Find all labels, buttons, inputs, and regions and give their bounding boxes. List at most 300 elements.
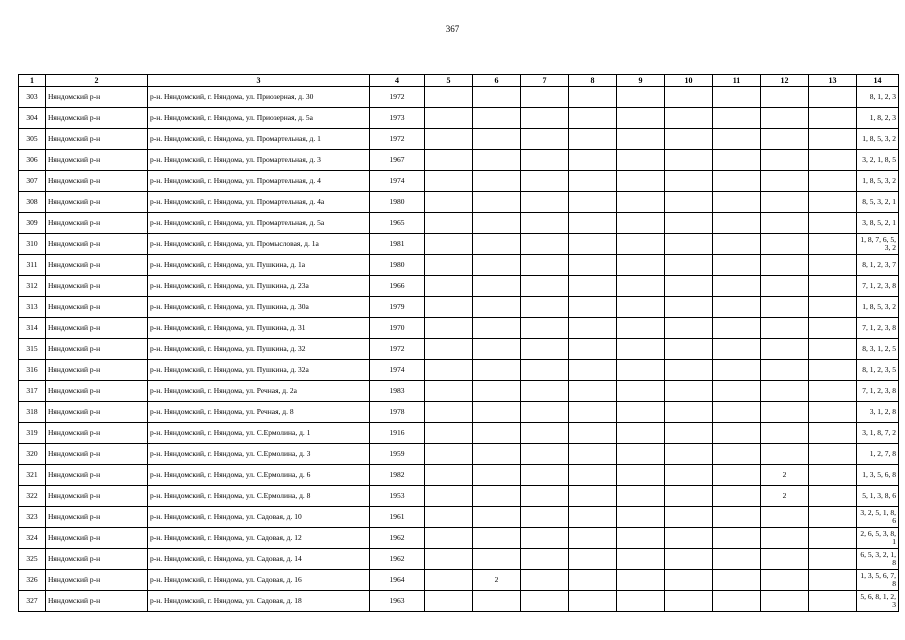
district-cell: Няндомский р-н	[46, 549, 148, 570]
empty-cell	[809, 360, 857, 381]
table-row	[19, 255, 899, 276]
col6-cell	[473, 150, 521, 171]
empty-cell	[617, 255, 665, 276]
year-cell: 1959	[370, 444, 425, 465]
codes-cell: 3, 1, 8, 7, 2	[857, 423, 899, 444]
empty-cell	[521, 297, 569, 318]
empty-cell	[569, 423, 617, 444]
empty-cell	[809, 129, 857, 150]
col6-cell	[473, 591, 521, 612]
district-cell: Няндомский р-н	[46, 570, 148, 591]
empty-cell	[521, 507, 569, 528]
row-number-cell: 306	[19, 150, 46, 171]
empty-cell	[425, 171, 473, 192]
empty-cell	[665, 318, 713, 339]
empty-cell	[665, 150, 713, 171]
district-cell: Няндомский р-н	[46, 444, 148, 465]
empty-cell	[425, 507, 473, 528]
district-cell: Няндомский р-н	[46, 465, 148, 486]
empty-cell	[521, 213, 569, 234]
codes-cell: 1, 2, 7, 8	[857, 444, 899, 465]
empty-cell	[617, 108, 665, 129]
address-cell: р-н. Няндомский, г. Няндома, ул. С.Ермолина, д. 8	[148, 486, 370, 507]
year-cell: 1967	[370, 150, 425, 171]
empty-cell	[617, 381, 665, 402]
table-row	[19, 402, 899, 423]
page-number: 367	[445, 24, 460, 34]
empty-cell	[713, 150, 761, 171]
empty-cell	[809, 276, 857, 297]
col12-cell	[761, 507, 809, 528]
district-cell: Няндомский р-н	[46, 213, 148, 234]
empty-cell	[713, 486, 761, 507]
empty-cell	[713, 297, 761, 318]
year-cell: 1962	[370, 549, 425, 570]
row-number-cell: 318	[19, 402, 46, 423]
empty-cell	[713, 171, 761, 192]
col6-cell	[473, 108, 521, 129]
empty-cell	[713, 591, 761, 612]
empty-cell	[713, 255, 761, 276]
empty-cell	[425, 381, 473, 402]
row-number-cell: 320	[19, 444, 46, 465]
table-row	[19, 360, 899, 381]
table-row	[19, 276, 899, 297]
column-header: 6	[473, 75, 521, 87]
empty-cell	[521, 423, 569, 444]
empty-cell	[713, 276, 761, 297]
empty-cell	[617, 465, 665, 486]
empty-cell	[665, 402, 713, 423]
empty-cell	[569, 591, 617, 612]
codes-cell: 6, 5, 3, 2, 1, 8	[857, 549, 899, 570]
district-cell: Няндомский р-н	[46, 360, 148, 381]
year-cell: 1979	[370, 297, 425, 318]
year-cell: 1962	[370, 528, 425, 549]
row-number-cell: 312	[19, 276, 46, 297]
year-cell: 1973	[370, 108, 425, 129]
empty-cell	[569, 150, 617, 171]
col6-cell	[473, 255, 521, 276]
empty-cell	[521, 150, 569, 171]
row-number-cell: 319	[19, 423, 46, 444]
address-cell: р-н. Няндомский, г. Няндома, ул. С.Ермолина, д. 3	[148, 444, 370, 465]
empty-cell	[617, 192, 665, 213]
empty-cell	[809, 423, 857, 444]
empty-cell	[425, 318, 473, 339]
year-cell: 1972	[370, 129, 425, 150]
empty-cell	[665, 591, 713, 612]
district-cell: Няндомский р-н	[46, 381, 148, 402]
empty-cell	[569, 528, 617, 549]
empty-cell	[665, 297, 713, 318]
codes-cell: 8, 3, 1, 2, 5	[857, 339, 899, 360]
col12-cell	[761, 297, 809, 318]
col12-cell: 2	[761, 486, 809, 507]
col12-cell	[761, 360, 809, 381]
col12-cell	[761, 255, 809, 276]
empty-cell	[713, 234, 761, 255]
empty-cell	[425, 255, 473, 276]
col6-cell	[473, 486, 521, 507]
district-cell: Няндомский р-н	[46, 255, 148, 276]
empty-cell	[617, 360, 665, 381]
year-cell: 1965	[370, 213, 425, 234]
column-header: 5	[425, 75, 473, 87]
table-row	[19, 339, 899, 360]
district-cell: Няндомский р-н	[46, 318, 148, 339]
column-header: 12	[761, 75, 809, 87]
address-cell: р-н. Няндомский, г. Няндома, ул. Речная, д. 8	[148, 402, 370, 423]
empty-cell	[521, 339, 569, 360]
empty-cell	[809, 402, 857, 423]
codes-cell: 7, 1, 2, 3, 8	[857, 381, 899, 402]
row-number-cell: 321	[19, 465, 46, 486]
year-cell: 1970	[370, 318, 425, 339]
empty-cell	[809, 192, 857, 213]
empty-cell	[665, 276, 713, 297]
empty-cell	[569, 276, 617, 297]
empty-cell	[665, 507, 713, 528]
col6-cell	[473, 402, 521, 423]
empty-cell	[569, 108, 617, 129]
empty-cell	[665, 465, 713, 486]
codes-cell: 5, 6, 8, 1, 2, 3	[857, 591, 899, 612]
empty-cell	[665, 486, 713, 507]
empty-cell	[617, 507, 665, 528]
column-header: 4	[370, 75, 425, 87]
codes-cell: 3, 2, 1, 8, 5	[857, 150, 899, 171]
empty-cell	[665, 213, 713, 234]
row-number-cell: 303	[19, 87, 46, 108]
year-cell: 1961	[370, 507, 425, 528]
empty-cell	[617, 318, 665, 339]
table-row	[19, 528, 899, 549]
codes-cell: 3, 1, 2, 8	[857, 402, 899, 423]
district-cell: Няндомский р-н	[46, 276, 148, 297]
empty-cell	[665, 108, 713, 129]
year-cell: 1953	[370, 486, 425, 507]
empty-cell	[569, 87, 617, 108]
address-cell: р-н. Няндомский, г. Няндома, ул. Речная, д. 2а	[148, 381, 370, 402]
row-number-cell: 304	[19, 108, 46, 129]
col12-cell	[761, 87, 809, 108]
col12-cell	[761, 213, 809, 234]
empty-cell	[665, 381, 713, 402]
empty-cell	[569, 339, 617, 360]
empty-cell	[809, 591, 857, 612]
column-header: 8	[569, 75, 617, 87]
empty-cell	[521, 591, 569, 612]
empty-cell	[521, 549, 569, 570]
address-cell: р-н. Няндомский, г. Няндома, ул. Пушкина, д. 23а	[148, 276, 370, 297]
year-cell: 1974	[370, 171, 425, 192]
empty-cell	[521, 486, 569, 507]
empty-cell	[617, 402, 665, 423]
row-number-cell: 307	[19, 171, 46, 192]
col12-cell	[761, 192, 809, 213]
year-cell: 1963	[370, 591, 425, 612]
table-row	[19, 486, 899, 507]
row-number-cell: 322	[19, 486, 46, 507]
col6-cell	[473, 213, 521, 234]
table-row	[19, 171, 899, 192]
empty-cell	[617, 129, 665, 150]
empty-cell	[665, 423, 713, 444]
column-header: 13	[809, 75, 857, 87]
empty-cell	[809, 108, 857, 129]
year-cell: 1980	[370, 192, 425, 213]
address-cell: р-н. Няндомский, г. Няндома, ул. Садовая, д. 16	[148, 570, 370, 591]
col6-cell	[473, 87, 521, 108]
empty-cell	[617, 570, 665, 591]
address-cell: р-н. Няндомский, г. Няндома, ул. Пушкина, д. 32	[148, 339, 370, 360]
codes-cell: 8, 1, 2, 3	[857, 87, 899, 108]
empty-cell	[809, 339, 857, 360]
table-row	[19, 129, 899, 150]
empty-cell	[809, 234, 857, 255]
empty-cell	[713, 402, 761, 423]
empty-cell	[713, 570, 761, 591]
address-cell: р-н. Няндомский, г. Няндома, ул. Промысловая, д. 1а	[148, 234, 370, 255]
col6-cell: 2	[473, 570, 521, 591]
table-row	[19, 192, 899, 213]
district-cell: Няндомский р-н	[46, 486, 148, 507]
empty-cell	[665, 129, 713, 150]
empty-cell	[569, 465, 617, 486]
year-cell: 1974	[370, 360, 425, 381]
header-row	[19, 75, 899, 87]
row-number-cell: 311	[19, 255, 46, 276]
empty-cell	[569, 381, 617, 402]
col12-cell	[761, 108, 809, 129]
empty-cell	[665, 549, 713, 570]
codes-cell: 7, 1, 2, 3, 8	[857, 318, 899, 339]
col6-cell	[473, 339, 521, 360]
empty-cell	[425, 423, 473, 444]
codes-cell: 8, 5, 3, 2, 1	[857, 192, 899, 213]
empty-cell	[521, 276, 569, 297]
empty-cell	[425, 360, 473, 381]
empty-cell	[521, 87, 569, 108]
empty-cell	[425, 213, 473, 234]
empty-cell	[665, 171, 713, 192]
row-number-cell: 326	[19, 570, 46, 591]
empty-cell	[569, 171, 617, 192]
codes-cell: 1, 8, 5, 3, 2	[857, 129, 899, 150]
empty-cell	[521, 171, 569, 192]
address-cell: р-н. Няндомский, г. Няндома, ул. С.Ермолина, д. 6	[148, 465, 370, 486]
table-row	[19, 381, 899, 402]
address-cell: р-н. Няндомский, г. Няндома, ул. Промартельная, д. 3	[148, 150, 370, 171]
row-number-cell: 325	[19, 549, 46, 570]
district-cell: Няндомский р-н	[46, 129, 148, 150]
year-cell: 1978	[370, 402, 425, 423]
table-row	[19, 213, 899, 234]
year-cell: 1972	[370, 339, 425, 360]
empty-cell	[617, 150, 665, 171]
empty-cell	[425, 402, 473, 423]
empty-cell	[713, 423, 761, 444]
empty-cell	[569, 486, 617, 507]
data-table	[18, 74, 899, 612]
address-cell: р-н. Няндомский, г. Няндома, ул. Промартельная, д. 1	[148, 129, 370, 150]
empty-cell	[521, 528, 569, 549]
codes-cell: 8, 1, 2, 3, 5	[857, 360, 899, 381]
table-row	[19, 87, 899, 108]
col6-cell	[473, 129, 521, 150]
empty-cell	[713, 129, 761, 150]
district-cell: Няндомский р-н	[46, 528, 148, 549]
col12-cell	[761, 549, 809, 570]
empty-cell	[425, 570, 473, 591]
address-cell: р-н. Няндомский, г. Няндома, ул. Пушкина, д. 30а	[148, 297, 370, 318]
empty-cell	[713, 108, 761, 129]
address-cell: р-н. Няндомский, г. Няндома, ул. Промартельная, д. 5а	[148, 213, 370, 234]
codes-cell: 1, 8, 7, 6, 5, 3, 2	[857, 234, 899, 255]
codes-cell: 5, 1, 3, 8, 6	[857, 486, 899, 507]
table-row	[19, 234, 899, 255]
empty-cell	[425, 87, 473, 108]
empty-cell	[617, 297, 665, 318]
empty-cell	[425, 591, 473, 612]
empty-cell	[809, 297, 857, 318]
empty-cell	[425, 528, 473, 549]
empty-cell	[617, 528, 665, 549]
col12-cell	[761, 423, 809, 444]
district-cell: Няндомский р-н	[46, 339, 148, 360]
empty-cell	[617, 234, 665, 255]
table-row	[19, 507, 899, 528]
col6-cell	[473, 444, 521, 465]
column-header: 2	[46, 75, 148, 87]
codes-cell: 3, 8, 5, 2, 1	[857, 213, 899, 234]
empty-cell	[569, 297, 617, 318]
empty-cell	[425, 234, 473, 255]
address-cell: р-н. Няндомский, г. Няндома, ул. Пушкина, д. 32а	[148, 360, 370, 381]
district-cell: Няндомский р-н	[46, 87, 148, 108]
empty-cell	[809, 486, 857, 507]
empty-cell	[569, 234, 617, 255]
empty-cell	[617, 591, 665, 612]
empty-cell	[425, 108, 473, 129]
col12-cell	[761, 570, 809, 591]
empty-cell	[425, 549, 473, 570]
empty-cell	[425, 276, 473, 297]
year-cell: 1983	[370, 381, 425, 402]
empty-cell	[665, 570, 713, 591]
row-number-cell: 314	[19, 318, 46, 339]
address-cell: р-н. Няндомский, г. Няндома, ул. Приозерная, д. 30	[148, 87, 370, 108]
empty-cell	[713, 213, 761, 234]
empty-cell	[713, 318, 761, 339]
col12-cell	[761, 150, 809, 171]
row-number-cell: 323	[19, 507, 46, 528]
address-cell: р-н. Няндомский, г. Няндома, ул. Садовая, д. 18	[148, 591, 370, 612]
district-cell: Няндомский р-н	[46, 171, 148, 192]
empty-cell	[425, 129, 473, 150]
empty-cell	[569, 570, 617, 591]
codes-cell: 3, 2, 5, 1, 8, 6	[857, 507, 899, 528]
empty-cell	[425, 150, 473, 171]
year-cell: 1982	[370, 465, 425, 486]
empty-cell	[617, 276, 665, 297]
row-number-cell: 313	[19, 297, 46, 318]
empty-cell	[809, 213, 857, 234]
col6-cell	[473, 507, 521, 528]
empty-cell	[713, 549, 761, 570]
table-body	[19, 87, 899, 612]
address-cell: р-н. Няндомский, г. Няндома, ул. Пушкина, д. 31	[148, 318, 370, 339]
empty-cell	[425, 444, 473, 465]
col12-cell	[761, 171, 809, 192]
column-header: 10	[665, 75, 713, 87]
empty-cell	[521, 381, 569, 402]
col12-cell	[761, 381, 809, 402]
empty-cell	[617, 423, 665, 444]
district-cell: Няндомский р-н	[46, 591, 148, 612]
col6-cell	[473, 465, 521, 486]
column-header: 9	[617, 75, 665, 87]
address-cell: р-н. Няндомский, г. Няндома, ул. Приозерная, д. 5а	[148, 108, 370, 129]
table-row	[19, 297, 899, 318]
empty-cell	[809, 465, 857, 486]
col6-cell	[473, 276, 521, 297]
empty-cell	[713, 87, 761, 108]
empty-cell	[617, 444, 665, 465]
empty-cell	[521, 444, 569, 465]
col12-cell	[761, 129, 809, 150]
empty-cell	[521, 234, 569, 255]
column-header: 11	[713, 75, 761, 87]
empty-cell	[809, 528, 857, 549]
year-cell: 1981	[370, 234, 425, 255]
empty-cell	[809, 507, 857, 528]
empty-cell	[809, 570, 857, 591]
table-row	[19, 549, 899, 570]
empty-cell	[713, 465, 761, 486]
col6-cell	[473, 423, 521, 444]
empty-cell	[665, 87, 713, 108]
row-number-cell: 305	[19, 129, 46, 150]
codes-cell: 7, 1, 2, 3, 8	[857, 276, 899, 297]
district-cell: Няндомский р-н	[46, 297, 148, 318]
table-row	[19, 591, 899, 612]
col12-cell	[761, 318, 809, 339]
empty-cell	[665, 339, 713, 360]
row-number-cell: 309	[19, 213, 46, 234]
empty-cell	[521, 570, 569, 591]
row-number-cell: 310	[19, 234, 46, 255]
empty-cell	[569, 507, 617, 528]
empty-cell	[521, 129, 569, 150]
row-number-cell: 315	[19, 339, 46, 360]
year-cell: 1972	[370, 87, 425, 108]
empty-cell	[569, 192, 617, 213]
empty-cell	[569, 402, 617, 423]
empty-cell	[521, 192, 569, 213]
codes-cell: 1, 8, 2, 3	[857, 108, 899, 129]
codes-cell: 1, 3, 5, 6, 7, 8	[857, 570, 899, 591]
col6-cell	[473, 528, 521, 549]
empty-cell	[425, 465, 473, 486]
district-cell: Няндомский р-н	[46, 234, 148, 255]
col6-cell	[473, 297, 521, 318]
empty-cell	[809, 150, 857, 171]
empty-cell	[665, 192, 713, 213]
col12-cell	[761, 444, 809, 465]
empty-cell	[713, 192, 761, 213]
